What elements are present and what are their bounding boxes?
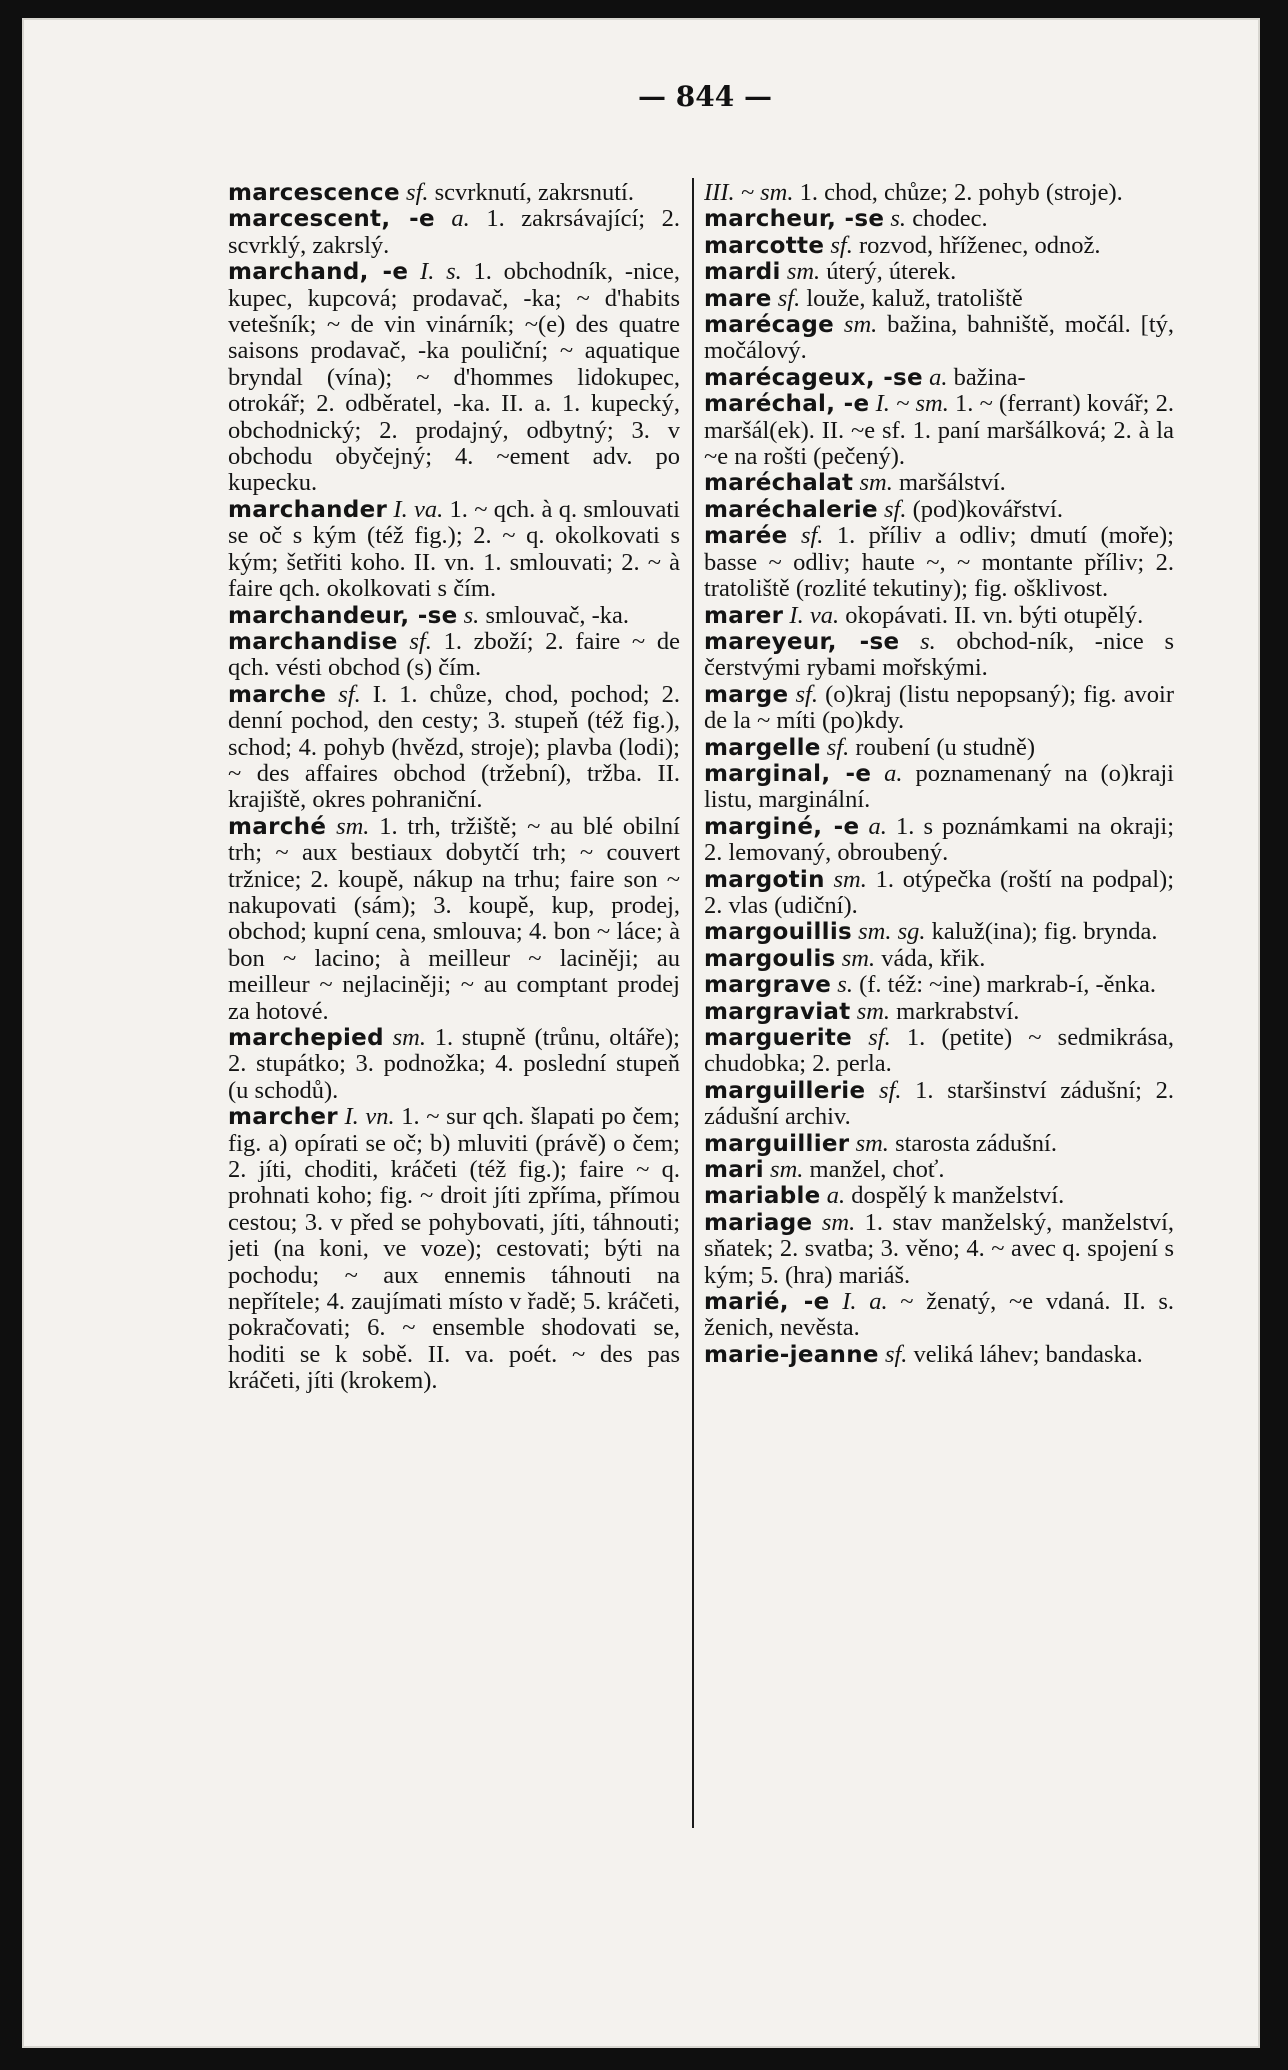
entry-headword: maréchal, -e bbox=[704, 391, 870, 418]
dictionary-entry bbox=[228, 1104, 680, 1394]
left-column bbox=[228, 180, 680, 1880]
dictionary-entry bbox=[704, 629, 1174, 682]
entry-definition: scvrknutí, zakrsnutí. bbox=[428, 180, 634, 206]
entry-definition: rozvod, hříženec, odnož. bbox=[852, 231, 1101, 259]
dictionary-entry bbox=[704, 497, 1174, 523]
dictionary-entry bbox=[704, 735, 1174, 761]
entry-headword: marécage bbox=[704, 312, 835, 339]
entry-headword: mareyeur, -se bbox=[704, 628, 900, 655]
entry-headword: margoulis bbox=[704, 945, 836, 972]
entry-definition: bažina- bbox=[947, 363, 1026, 391]
entry-grammar: a. bbox=[871, 759, 903, 787]
entry-headword: margraviat bbox=[704, 998, 851, 1025]
entry-headword: maréchalerie bbox=[704, 496, 878, 523]
entry-grammar: sm. bbox=[763, 1156, 804, 1184]
dictionary-entry bbox=[228, 497, 680, 603]
entry-headword: marguillier bbox=[704, 1130, 850, 1157]
entry-definition: (f. též: ~ine) markrab-í, -ěnka. bbox=[852, 971, 1156, 999]
entry-grammar: sm. bbox=[780, 258, 821, 286]
entry-definition: starosta zádušní. bbox=[888, 1129, 1057, 1157]
dictionary-entry bbox=[704, 999, 1174, 1025]
entry-grammar: sm. bbox=[383, 1024, 426, 1051]
entry-definition: 1. ~ sur qch. šlapati po čem; fig. a) opírati se oč; b) mluviti (právě) o čem; 2. jíti, choditi, kráčeti (též fig.); faire ~ q. prohnati koho; fig. ~ droit jíti zpříma, přímou cestou; 3. v před se pohybovati, jíti, táhnouti; jeti (na koni, ve voze); cestovati; býti na pochodu; ~ aux ennemis táhnouti na nepřítele; 4. zaujímati místo v řadě; 5. kráčeti, pokračovati; 6. ~ ensemble shodovati se, hoditi se k sobě. II. va. poét. ~ des pas kráčeti, jíti (krokem). bbox=[228, 1103, 680, 1395]
entry-headword: margrave bbox=[704, 972, 832, 999]
entry-headword: mari bbox=[704, 1157, 764, 1184]
entry-grammar: s. bbox=[831, 971, 853, 999]
dictionary-entry bbox=[704, 682, 1174, 735]
entry-headword: marcescence bbox=[228, 180, 400, 206]
dictionary-entry bbox=[704, 523, 1174, 602]
entry-definition: (o)kraj (listu nepopsaný); fig. avoir de la ~ míti (po)kdy. bbox=[704, 680, 1174, 735]
entry-definition: 1. zboží; 2. faire ~ de qch. vésti obchod (s) čím. bbox=[228, 627, 680, 682]
entry-grammar: sm. bbox=[835, 944, 876, 972]
page-number: — 844 — bbox=[638, 80, 772, 113]
entry-definition: okopávati. II. vn. býti otupělý. bbox=[839, 601, 1144, 629]
dictionary-entry bbox=[704, 972, 1174, 998]
entry-definition: 1. otýpečka (roští na podpal); 2. vlas (udiční). bbox=[704, 865, 1174, 919]
dictionary-entry bbox=[228, 682, 680, 814]
entry-definition: roubení (u studně) bbox=[849, 733, 1036, 761]
entry-definition: ~ ženatý, ~e vdaná. II. s. ženich, nevěsta. bbox=[704, 1288, 1174, 1342]
entry-definition: 1. ~ qch. à q. smlouvati se oč s kým (též fig.); 2. ~ q. okolkovati s kým; šetřiti koho. II. vn. 1. smlouvati; 2. ~ à faire qch. okolkovati s čím. bbox=[228, 495, 680, 603]
entry-grammar: s. bbox=[884, 205, 907, 233]
entry-headword: maréchalat bbox=[704, 470, 854, 497]
dictionary-entry bbox=[704, 312, 1174, 365]
entry-grammar: I. vn. bbox=[337, 1103, 395, 1131]
entry-headword: marchand, -e bbox=[228, 259, 409, 286]
column-divider bbox=[692, 178, 694, 1828]
entry-definition: 1. stav manželský, manželství, sňatek; 2. svatba; 3. věno; 4. ~ avec q. spojení s kým; 5. (hra) mariáš. bbox=[704, 1208, 1174, 1289]
entry-grammar: sm. bbox=[834, 311, 878, 339]
entry-headword: marchandeur, -se bbox=[228, 602, 458, 629]
entry-headword: margotin bbox=[704, 866, 825, 893]
entry-grammar: a. bbox=[434, 205, 470, 233]
entry-grammar: sf. bbox=[877, 495, 907, 523]
entry-headword: marginé, -e bbox=[704, 813, 860, 840]
entry-headword: margelle bbox=[704, 734, 821, 761]
entry-headword: marchandise bbox=[228, 628, 398, 655]
entry-headword: mariage bbox=[704, 1209, 813, 1236]
entry-definition: 1. ~ (ferrant) kovář; 2. maršál(ek). II. ~e sf. 1. paní maršálková; 2. à la ~e na rošti (pečený). bbox=[704, 390, 1174, 471]
entry-definition: manžel, choť. bbox=[803, 1156, 945, 1184]
entry-grammar: sf. bbox=[852, 1024, 891, 1051]
dictionary-entry bbox=[704, 919, 1174, 945]
dictionary-entry bbox=[704, 1183, 1174, 1209]
entry-headword: marché bbox=[228, 813, 327, 840]
entry-headword: marcotte bbox=[704, 232, 825, 259]
dictionary-entry bbox=[704, 391, 1174, 470]
dictionary-entry bbox=[228, 814, 680, 1025]
entry-grammar: sm. bbox=[326, 812, 370, 840]
dictionary-entry bbox=[228, 180, 680, 206]
entry-headword: marguillerie bbox=[704, 1077, 866, 1104]
entry-grammar: sf. bbox=[788, 680, 818, 708]
entry-headword: marée bbox=[704, 523, 788, 550]
dictionary-entry bbox=[704, 233, 1174, 259]
entry-grammar: a. bbox=[859, 812, 887, 840]
dictionary-entry bbox=[704, 603, 1174, 629]
dictionary-entry bbox=[704, 286, 1174, 312]
entry-grammar: s. bbox=[457, 601, 480, 629]
entry-definition: I. 1. chůze, chod, pochod; 2. denní pochod, den cesty; 3. stupeň (též fig.), schod; 4. pohyb (hvězd, stroje); plavba (lodi); ~ des affaires obchod (tržební), tržba. II. krajiště, okres pohraniční. bbox=[228, 680, 680, 814]
entry-grammar: s. bbox=[899, 627, 936, 655]
dictionary-entry bbox=[704, 1289, 1174, 1342]
dictionary-entry bbox=[704, 470, 1174, 496]
entry-headword: mardi bbox=[704, 259, 781, 286]
right-column bbox=[704, 180, 1174, 1880]
entry-grammar: sf. bbox=[326, 680, 361, 708]
entry-grammar: I. s. bbox=[408, 258, 462, 286]
dictionary-entry bbox=[704, 1131, 1174, 1157]
entry-grammar: I. va. bbox=[387, 495, 444, 523]
dictionary-entry bbox=[228, 259, 680, 497]
dictionary-entry bbox=[704, 1157, 1174, 1183]
dictionary-entry bbox=[704, 180, 1174, 206]
entry-headword: marchander bbox=[228, 496, 388, 523]
entry-grammar: sf. bbox=[820, 733, 850, 761]
entry-headword: marche bbox=[228, 681, 327, 708]
entry-grammar: sf. bbox=[865, 1076, 902, 1104]
entry-definition: 1. s poznámkami na okraji; 2. lemovaný, obroubený. bbox=[704, 812, 1174, 867]
entry-definition: kaluž(ina); fig. brynda. bbox=[925, 918, 1158, 946]
dictionary-entry bbox=[704, 1025, 1174, 1078]
entry-grammar: III. ~ sm. bbox=[704, 180, 794, 206]
entry-headword: mariable bbox=[704, 1183, 821, 1210]
entry-grammar: sf. bbox=[397, 627, 432, 655]
entry-grammar: sf. bbox=[824, 231, 853, 259]
entry-headword: margouillis bbox=[704, 919, 852, 946]
dictionary-entry bbox=[704, 1078, 1174, 1131]
entry-definition: dospělý k manželství. bbox=[845, 1182, 1065, 1210]
entry-headword: marer bbox=[704, 602, 784, 629]
entry-grammar: sf. bbox=[399, 180, 429, 206]
entry-definition: 1. zakrsávající; 2. scvrklý, zakrslý. bbox=[228, 205, 680, 259]
entry-definition: 1. chod, chůze; 2. pohyb (stroje). bbox=[793, 180, 1123, 206]
entry-definition: poznamenaný na (o)kraji listu, marginální. bbox=[704, 759, 1174, 814]
dictionary-entry bbox=[704, 814, 1174, 867]
entry-grammar: sf. bbox=[878, 1340, 908, 1368]
dictionary-entry bbox=[704, 867, 1174, 920]
entry-headword: mare bbox=[704, 285, 772, 312]
entry-grammar: a. bbox=[922, 363, 948, 391]
dictionary-entry bbox=[704, 761, 1174, 814]
dictionary-entry bbox=[704, 206, 1174, 232]
entry-headword: marécageux, -se bbox=[704, 364, 923, 391]
entry-grammar: I. ~ sm. bbox=[869, 390, 949, 418]
entry-definition: markrabství. bbox=[890, 997, 1020, 1025]
entry-headword: marchepied bbox=[228, 1025, 384, 1051]
entry-definition: 1. obchodník, -nice, kupec, kupcová; prodavač, -ka; ~ d'habits vetešník; ~ de vin vinárník; ~(e) des quatre saisons prodavač, -ka pouliční; ~ aquatique bryndal (vína); ~ d'hommes lidokupec, otrokář; 2. odběratel, -ka. II. a. 1. kupecký, obchodnický; 2. prodajný, odbytný; 3. v obchodu obyčejný; 4. ~ement adv. po kupecku. bbox=[228, 258, 680, 497]
entry-definition: veliká láhev; bandaska. bbox=[907, 1340, 1143, 1368]
entry-grammar: sm. bbox=[853, 469, 893, 497]
entry-headword: marcescent, -e bbox=[228, 206, 435, 233]
entry-definition: smlouvač, -ka. bbox=[479, 601, 629, 629]
dictionary-entry bbox=[704, 946, 1174, 972]
entry-grammar: I. a. bbox=[829, 1288, 888, 1316]
entry-headword: marie-jeanne bbox=[704, 1341, 879, 1368]
dictionary-entry bbox=[704, 1210, 1174, 1289]
entry-definition: chodec. bbox=[906, 205, 988, 233]
entry-definition: úterý, úterek. bbox=[820, 258, 957, 286]
entry-definition: bažina, bahniště, močál. [tý, močálový. bbox=[704, 311, 1174, 365]
dictionary-page bbox=[22, 18, 1260, 2048]
entry-grammar: a. bbox=[820, 1182, 846, 1210]
entry-headword: marginal, -e bbox=[704, 760, 872, 787]
dictionary-entry bbox=[228, 603, 680, 629]
entry-grammar: sm. bbox=[812, 1208, 856, 1236]
entry-definition: obchod-ník, -nice s čerstvými rybami mořskými. bbox=[704, 627, 1174, 682]
dictionary-entry bbox=[704, 1342, 1174, 1368]
entry-headword: marié, -e bbox=[704, 1289, 830, 1316]
entry-definition: louže, kaluž, tratoliště bbox=[800, 284, 1023, 312]
entry-grammar: sm. bbox=[824, 865, 867, 893]
entry-definition: 1. stupně (trůnu, oltáře); 2. stupátko; 3. podnožka; 4. poslední stupeň (u schodů). bbox=[228, 1024, 680, 1104]
entry-definition: 1. (petite) ~ sedmikrása, chudobka; 2. perla. bbox=[704, 1024, 1174, 1078]
entry-headword: marge bbox=[704, 681, 789, 708]
dictionary-entry bbox=[704, 365, 1174, 391]
entry-definition: 1. staršinství zádušní; 2. zádušní archiv. bbox=[704, 1076, 1174, 1131]
entry-grammar: sm. bbox=[850, 997, 891, 1025]
entry-definition: 1. trh, tržiště; ~ au blé obilní trh; ~ aux bestiaux dobytčí trh; ~ couvert tržnice; 2. koupě, nákup na trhu; faire son ~ nakupovati (sám); 3. koupě, kup, prodej, obchod; kupní cena, smlouva; 4. bon ~ láce; à bon ~ lacino; à meilleur ~ laciněji; au meilleur ~ nejlaciněji; ~ au comptant prodej za hotové. bbox=[228, 812, 680, 1025]
entry-definition: 1. příliv a odliv; dmutí (moře); basse ~ odliv; haute ~, ~ montante příliv; 2. tratoliště (rozlité tekutiny); fig. ošklivost. bbox=[704, 522, 1174, 603]
entry-grammar: sm. sg. bbox=[852, 918, 926, 946]
entry-headword: marcheur, -se bbox=[704, 206, 885, 233]
entry-grammar: sm. bbox=[849, 1129, 889, 1157]
entry-definition: (pod)kovářství. bbox=[906, 495, 1063, 523]
entry-definition: váda, křik. bbox=[875, 944, 986, 972]
entry-headword: marcher bbox=[228, 1104, 338, 1131]
entry-headword: marguerite bbox=[704, 1025, 853, 1051]
dictionary-entry bbox=[228, 629, 680, 682]
entry-definition: maršálství. bbox=[892, 469, 1006, 497]
entry-grammar: sf. bbox=[787, 522, 824, 550]
dictionary-entry bbox=[704, 259, 1174, 285]
dictionary-entry bbox=[228, 1025, 680, 1104]
entry-grammar: sf. bbox=[771, 284, 801, 312]
dictionary-entry bbox=[228, 206, 680, 259]
entry-grammar: I. va. bbox=[783, 601, 840, 629]
